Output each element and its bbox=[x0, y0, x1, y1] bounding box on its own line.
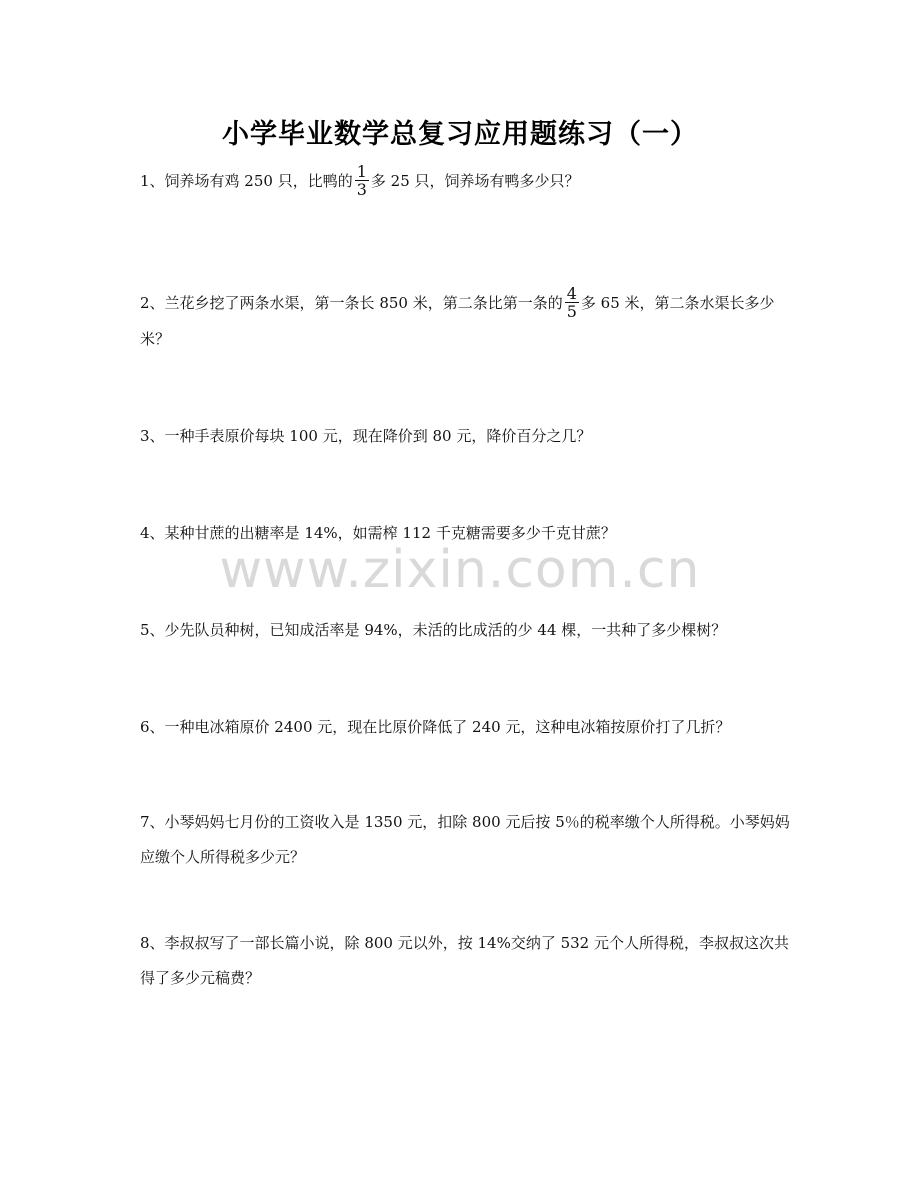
watermark: www.zixin.com.cn bbox=[219, 540, 701, 600]
fraction-denominator: 3 bbox=[356, 179, 367, 199]
question-2 bbox=[140, 283, 790, 357]
question-1-text-before: 1、饲养场有鸡 250 只，比鸭的 bbox=[140, 172, 353, 190]
question-1-text-after: 多 25 只，饲养场有鸭多少只？ bbox=[370, 172, 580, 190]
fraction-one-third bbox=[355, 163, 369, 198]
question-2-text-before: 2、兰花乡挖了两条水渠，第一条长 850 米，第二条比第一条的 bbox=[140, 294, 563, 312]
page-title: 小学毕业数学总复习应用题练习（一） bbox=[222, 119, 698, 150]
question-8: 8、李叔叔写了一部长篇小说，除 800 元以外，按 14%交纳了 532 元个人所得税，李叔叔这次共得了多少元稿费？ bbox=[140, 934, 789, 987]
fraction-numerator: 4 bbox=[566, 283, 577, 303]
question-5: 5、少先队员种树，已知成活率是 94%，未活的比成活的少 44 棵，一共种了多少棵树？ bbox=[140, 621, 727, 639]
question-6: 6、一种电冰箱原价 2400 元，现在比原价降低了 240 元，这种电冰箱按原价打了几折？ bbox=[140, 718, 731, 736]
question-7: 7、小琴妈妈七月份的工资收入是 1350 元，扣除 800 元后按 5％的税率缴个人所得税。小琴妈妈应缴个人所得税多少元？ bbox=[140, 813, 790, 866]
question-3: 3、一种手表原价每块 100 元，现在降价到 80 元，降价百分之几？ bbox=[140, 427, 592, 445]
question-2-text-after: 多 65 米，第二条水渠长多少米？ bbox=[140, 294, 775, 348]
question-1 bbox=[140, 161, 790, 200]
question-4: 4、某种甘蔗的出糖率是 14%，如需榨 112 千克糖需要多少千克甘蔗？ bbox=[140, 524, 616, 542]
fraction-four-fifths bbox=[565, 285, 579, 320]
fraction-numerator: 1 bbox=[356, 161, 367, 181]
fraction-denominator: 5 bbox=[566, 301, 577, 321]
